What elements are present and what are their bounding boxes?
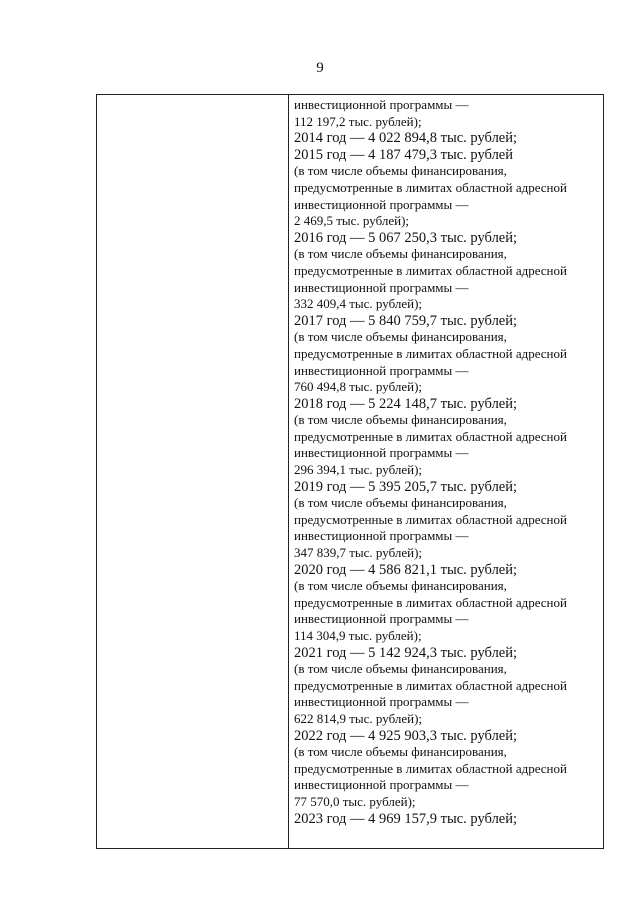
funding-note-line: (в том числе объемы финансирования,: [294, 163, 507, 179]
funding-note-line: предусмотренные в лимитах областной адресной: [294, 760, 567, 776]
funding-note-line: (в том числе объемы финансирования,: [294, 412, 507, 428]
funding-note-line: (в том числе объемы финансирования,: [294, 744, 507, 760]
funding-note-line: (в том числе объемы финансирования,: [294, 246, 507, 262]
funding-note-line: инвестиционной программы —: [294, 694, 469, 710]
funding-year-line: 2019 год — 5 395 205,7 тыс. рублей;: [294, 478, 518, 495]
funding-note-line: инвестиционной программы —: [294, 528, 469, 544]
funding-note-line: предусмотренные в лимитах областной адресной: [294, 179, 567, 195]
funding-note-line: предусмотренные в лимитах областной адресной: [294, 428, 567, 444]
funding-note-line: предусмотренные в лимитах областной адресной: [294, 677, 567, 693]
funding-note-line: инвестиционной программы —: [294, 777, 469, 793]
funding-note-line: инвестиционной программы —: [294, 279, 469, 295]
funding-note-line: 296 394,1 тыс. рублей);: [294, 462, 423, 478]
funding-year-line: 2014 год — 4 022 894,8 тыс. рублей;: [294, 130, 518, 147]
funding-note-line: инвестиционной программы —: [294, 445, 469, 461]
funding-year-line: 2017 год — 5 840 759,7 тыс. рублей;: [294, 312, 518, 329]
funding-note-line: предусмотренные в лимитах областной адресной: [294, 594, 567, 610]
funding-note-line: 77 570,0 тыс. рублей);: [294, 793, 416, 809]
funding-year-line: 2020 год — 4 586 821,1 тыс. рублей;: [294, 561, 518, 578]
right-column-cell: [289, 95, 603, 848]
funding-note-line: предусмотренные в лимитах областной адресной: [294, 262, 567, 278]
funding-note-line: (в том числе объемы финансирования,: [294, 495, 507, 511]
funding-note-line: предусмотренные в лимитах областной адресной: [294, 345, 567, 361]
funding-year-line: 2015 год — 4 187 479,3 тыс. рублей: [294, 146, 514, 163]
funding-note-line: (в том числе объемы финансирования,: [294, 329, 507, 345]
funding-note-line: 622 814,9 тыс. рублей);: [294, 710, 423, 726]
page-number: 9: [316, 60, 324, 76]
funding-year-line: 2023 год — 4 969 157,9 тыс. рублей;: [294, 810, 518, 827]
funding-year-line: 2016 год — 5 067 250,3 тыс. рублей;: [294, 229, 518, 246]
funding-note-line: инвестиционной программы —: [294, 611, 469, 627]
funding-note-line: (в том числе объемы финансирования,: [294, 578, 507, 594]
funding-note-line: 2 469,5 тыс. рублей);: [294, 213, 410, 229]
funding-note-line: 347 839,7 тыс. рублей);: [294, 545, 423, 561]
funding-note-line: предусмотренные в лимитах областной адресной: [294, 511, 567, 527]
document-table: [96, 94, 604, 849]
funding-note-line: 760 494,8 тыс. рублей);: [294, 379, 423, 395]
funding-note-line: (в том числе объемы финансирования,: [294, 661, 507, 677]
left-column-cell: [97, 95, 288, 848]
funding-year-line: 2022 год — 4 925 903,3 тыс. рублей;: [294, 727, 518, 744]
funding-note-line: 114 304,9 тыс. рублей);: [294, 628, 422, 643]
funding-note-line: инвестиционной программы —: [294, 196, 469, 212]
funding-note-line: инвестиционной программы —: [294, 97, 469, 112]
funding-note-line: инвестиционной программы —: [294, 362, 469, 378]
funding-year-line: 2018 год — 5 224 148,7 тыс. рублей;: [294, 395, 518, 412]
funding-year-line: 2021 год — 5 142 924,3 тыс. рублей;: [294, 644, 518, 661]
funding-note-line: 332 409,4 тыс. рублей);: [294, 296, 423, 312]
funding-note-line: 112 197,2 тыс. рублей);: [294, 113, 422, 129]
